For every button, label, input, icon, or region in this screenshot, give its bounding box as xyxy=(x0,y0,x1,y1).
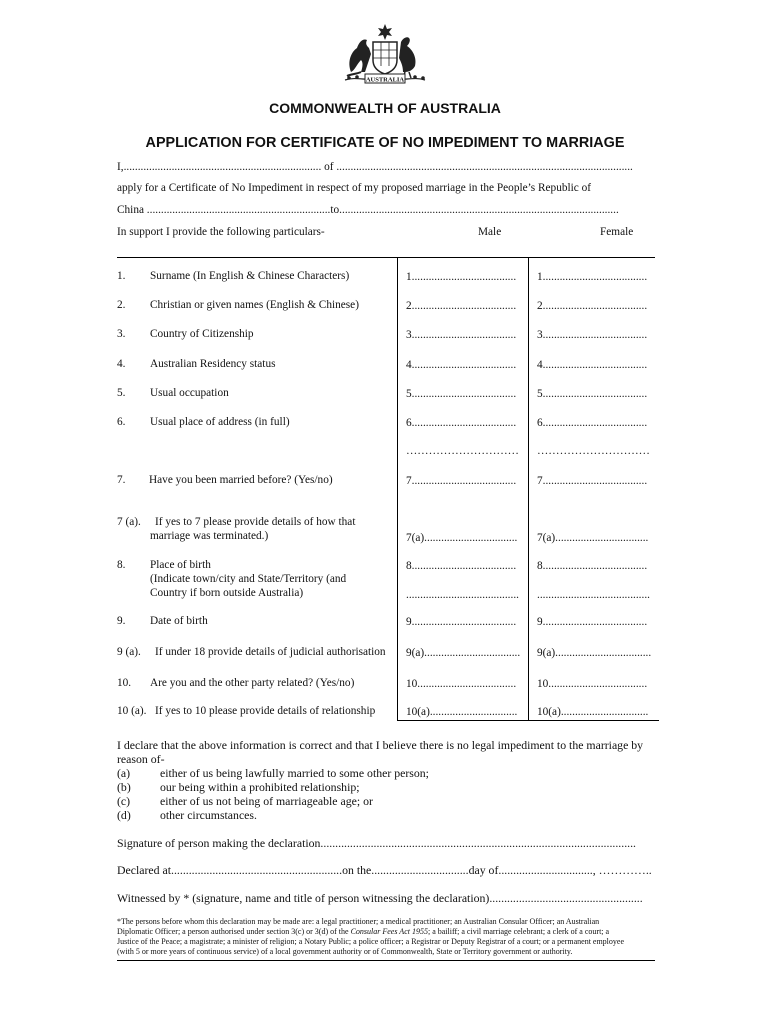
female-answer-field[interactable]: 1..................................... xyxy=(537,271,648,283)
row-number: 10. xyxy=(117,677,132,689)
female-answer-field-cont[interactable]: ………………………… xyxy=(537,445,650,457)
row-label: Australian Residency status xyxy=(150,358,276,370)
female-answer-field[interactable]: 5..................................... xyxy=(537,388,648,400)
row-number: 9. xyxy=(117,615,126,627)
row-label: Have you been married before? (Yes/no) xyxy=(149,474,333,486)
female-answer-field[interactable]: 7(a)................................. xyxy=(537,532,649,544)
declaration-item-letter: (b) xyxy=(117,780,131,794)
declaration-item-letter: (a) xyxy=(117,766,131,780)
female-answer-field[interactable]: 9..................................... xyxy=(537,616,648,628)
row-label-cont: marriage was terminated.) xyxy=(150,530,269,542)
witness-line[interactable]: Witnessed by * (signature, name and title of person witnessing the declaration).................................................... xyxy=(117,891,643,905)
female-answer-field[interactable]: 7..................................... xyxy=(537,475,648,487)
row-label-cont: (Indicate town/city and State/Territory (and xyxy=(150,573,347,585)
declaration-item-text: other circumstances. xyxy=(160,808,257,822)
male-answer-field[interactable]: 2..................................... xyxy=(406,300,517,312)
crest-scroll-text: AUSTRALIA xyxy=(365,76,405,84)
male-answer-field[interactable]: 5..................................... xyxy=(406,388,517,400)
male-answer-field[interactable]: 3..................................... xyxy=(406,329,517,341)
document-title: COMMONWEALTH OF AUSTRALIA xyxy=(269,100,501,116)
row-label: If yes to 10 please provide details of relationship xyxy=(155,705,376,717)
male-answer-field[interactable]: 7(a)................................. xyxy=(406,532,518,544)
declaration-item-text: either of us being lawfully married to some other person; xyxy=(160,766,429,780)
particulars-intro: In support I provide the following particulars- xyxy=(117,226,325,238)
coat-of-arms-icon xyxy=(337,22,433,86)
row-number: 7 (a). xyxy=(117,516,141,528)
male-answer-field[interactable]: 8..................................... xyxy=(406,560,517,572)
row-number: 9 (a). xyxy=(117,646,141,658)
row-number: 6. xyxy=(117,416,126,428)
female-answer-field[interactable]: 10................................... xyxy=(537,678,648,690)
document-subtitle: APPLICATION FOR CERTIFICATE OF NO IMPEDIMENT TO MARRIAGE xyxy=(145,135,625,151)
row-number: 7. xyxy=(117,474,126,486)
declaration-item-text: our being within a prohibited relationship; xyxy=(160,780,360,794)
row-number: 5. xyxy=(117,387,126,399)
declaration-item-letter: (c) xyxy=(117,794,131,808)
place-date-line[interactable]: China .................................................................to................................................................................................... xyxy=(117,204,619,216)
male-answer-field[interactable]: 10(a)............................... xyxy=(406,706,518,718)
column-header-male: Male xyxy=(478,226,502,238)
row-label: Surname (In English & Chinese Characters) xyxy=(150,270,350,282)
intro-text: apply for a Certificate of No Impediment in respect of my proposed marriage in the People’s Republic of xyxy=(117,182,592,194)
row-label: Are you and the other party related? (Yes/no) xyxy=(150,677,355,689)
row-number: 10 (a). xyxy=(117,705,147,717)
row-number: 1. xyxy=(117,270,126,282)
applicant-name-line[interactable]: I,...................................................................... of ......................................................................................................... xyxy=(117,161,633,173)
row-label: Country of Citizenship xyxy=(150,328,254,340)
row-number: 2. xyxy=(117,299,126,311)
row-number: 4. xyxy=(117,358,126,370)
female-answer-field[interactable]: 10(a)............................... xyxy=(537,706,649,718)
declaration-item-letter: (d) xyxy=(117,808,131,822)
column-divider-left xyxy=(397,257,398,720)
female-answer-field[interactable]: 2..................................... xyxy=(537,300,648,312)
column-header-female: Female xyxy=(600,226,634,238)
row-number: 3. xyxy=(117,328,126,340)
male-answer-field[interactable]: 1..................................... xyxy=(406,271,517,283)
female-answer-field[interactable]: 9(a).................................. xyxy=(537,647,652,659)
row-label: Date of birth xyxy=(150,615,208,627)
male-answer-field[interactable]: 4..................................... xyxy=(406,359,517,371)
male-answer-field[interactable]: 7..................................... xyxy=(406,475,517,487)
female-answer-field[interactable]: 3..................................... xyxy=(537,329,648,341)
declared-at-line[interactable]: Declared at..........................................................on the.................................day of................................, ………….. xyxy=(117,863,652,877)
male-answer-field[interactable]: 6..................................... xyxy=(406,417,517,429)
male-answer-field[interactable]: 9(a).................................. xyxy=(406,647,521,659)
column-divider-right xyxy=(528,257,529,720)
signature-line[interactable]: Signature of person making the declaration........................................................................................................... xyxy=(117,836,636,850)
row-number: 8. xyxy=(117,559,126,571)
row-label: If yes to 7 please provide details of how that xyxy=(155,516,356,528)
footnote-bottom-rule xyxy=(117,960,655,961)
row-label-cont: Country if born outside Australia) xyxy=(150,587,304,599)
footnote-act-name: Consular Fees Act 1955 xyxy=(350,927,428,936)
footnote-line-1: *The persons before whom this declaration may be made are: a legal practitioner; a medical practitioner; an Australian Consular Officer; an Australian xyxy=(117,917,600,926)
row-label: Christian or given names (English & Chinese) xyxy=(150,299,359,311)
row-label: Usual occupation xyxy=(150,387,229,399)
row-label: Place of birth xyxy=(150,559,211,571)
female-answer-field[interactable]: 4..................................... xyxy=(537,359,648,371)
male-answer-field[interactable]: 10................................... xyxy=(406,678,517,690)
female-answer-field[interactable]: 8..................................... xyxy=(537,560,648,572)
female-answer-field[interactable]: 6..................................... xyxy=(537,417,648,429)
male-answer-field-cont[interactable]: ………………………… xyxy=(406,445,519,457)
row-label: Usual place of address (in full) xyxy=(150,416,290,428)
footnote-line-4: (with 5 or more years of continuous service) of a local government authority or of Commonwealth, State or Territory government or authority. xyxy=(117,947,573,956)
male-answer-field[interactable]: 9..................................... xyxy=(406,616,517,628)
table-bottom-rule xyxy=(397,720,659,721)
table-top-rule xyxy=(117,257,655,258)
male-answer-field-cont[interactable]: ........................................ xyxy=(406,589,519,601)
footnote-line-3: Justice of the Peace; a magistrate; a minister of religion; a Notary Public; a police officer; a Registrar or Deputy Registrar of a court; or a permanent employee xyxy=(117,937,625,946)
declaration-text: I declare that the above information is correct and that I believe there is no legal impediment to the marriage by xyxy=(117,738,644,752)
declaration-item-text: either of us not being of marriageable age; or xyxy=(160,794,373,808)
row-label: If under 18 provide details of judicial authorisation xyxy=(155,646,386,658)
declaration-text-cont: reason of- xyxy=(117,752,165,766)
footnote-line-2: Diplomatic Officer; a person authorised under section 3(c) or 3(d) of the Consular Fees Act 1955; a bailiff; a civil marriage celebrant; a clerk of a court; a xyxy=(117,927,610,936)
female-answer-field-cont[interactable]: ........................................ xyxy=(537,589,650,601)
